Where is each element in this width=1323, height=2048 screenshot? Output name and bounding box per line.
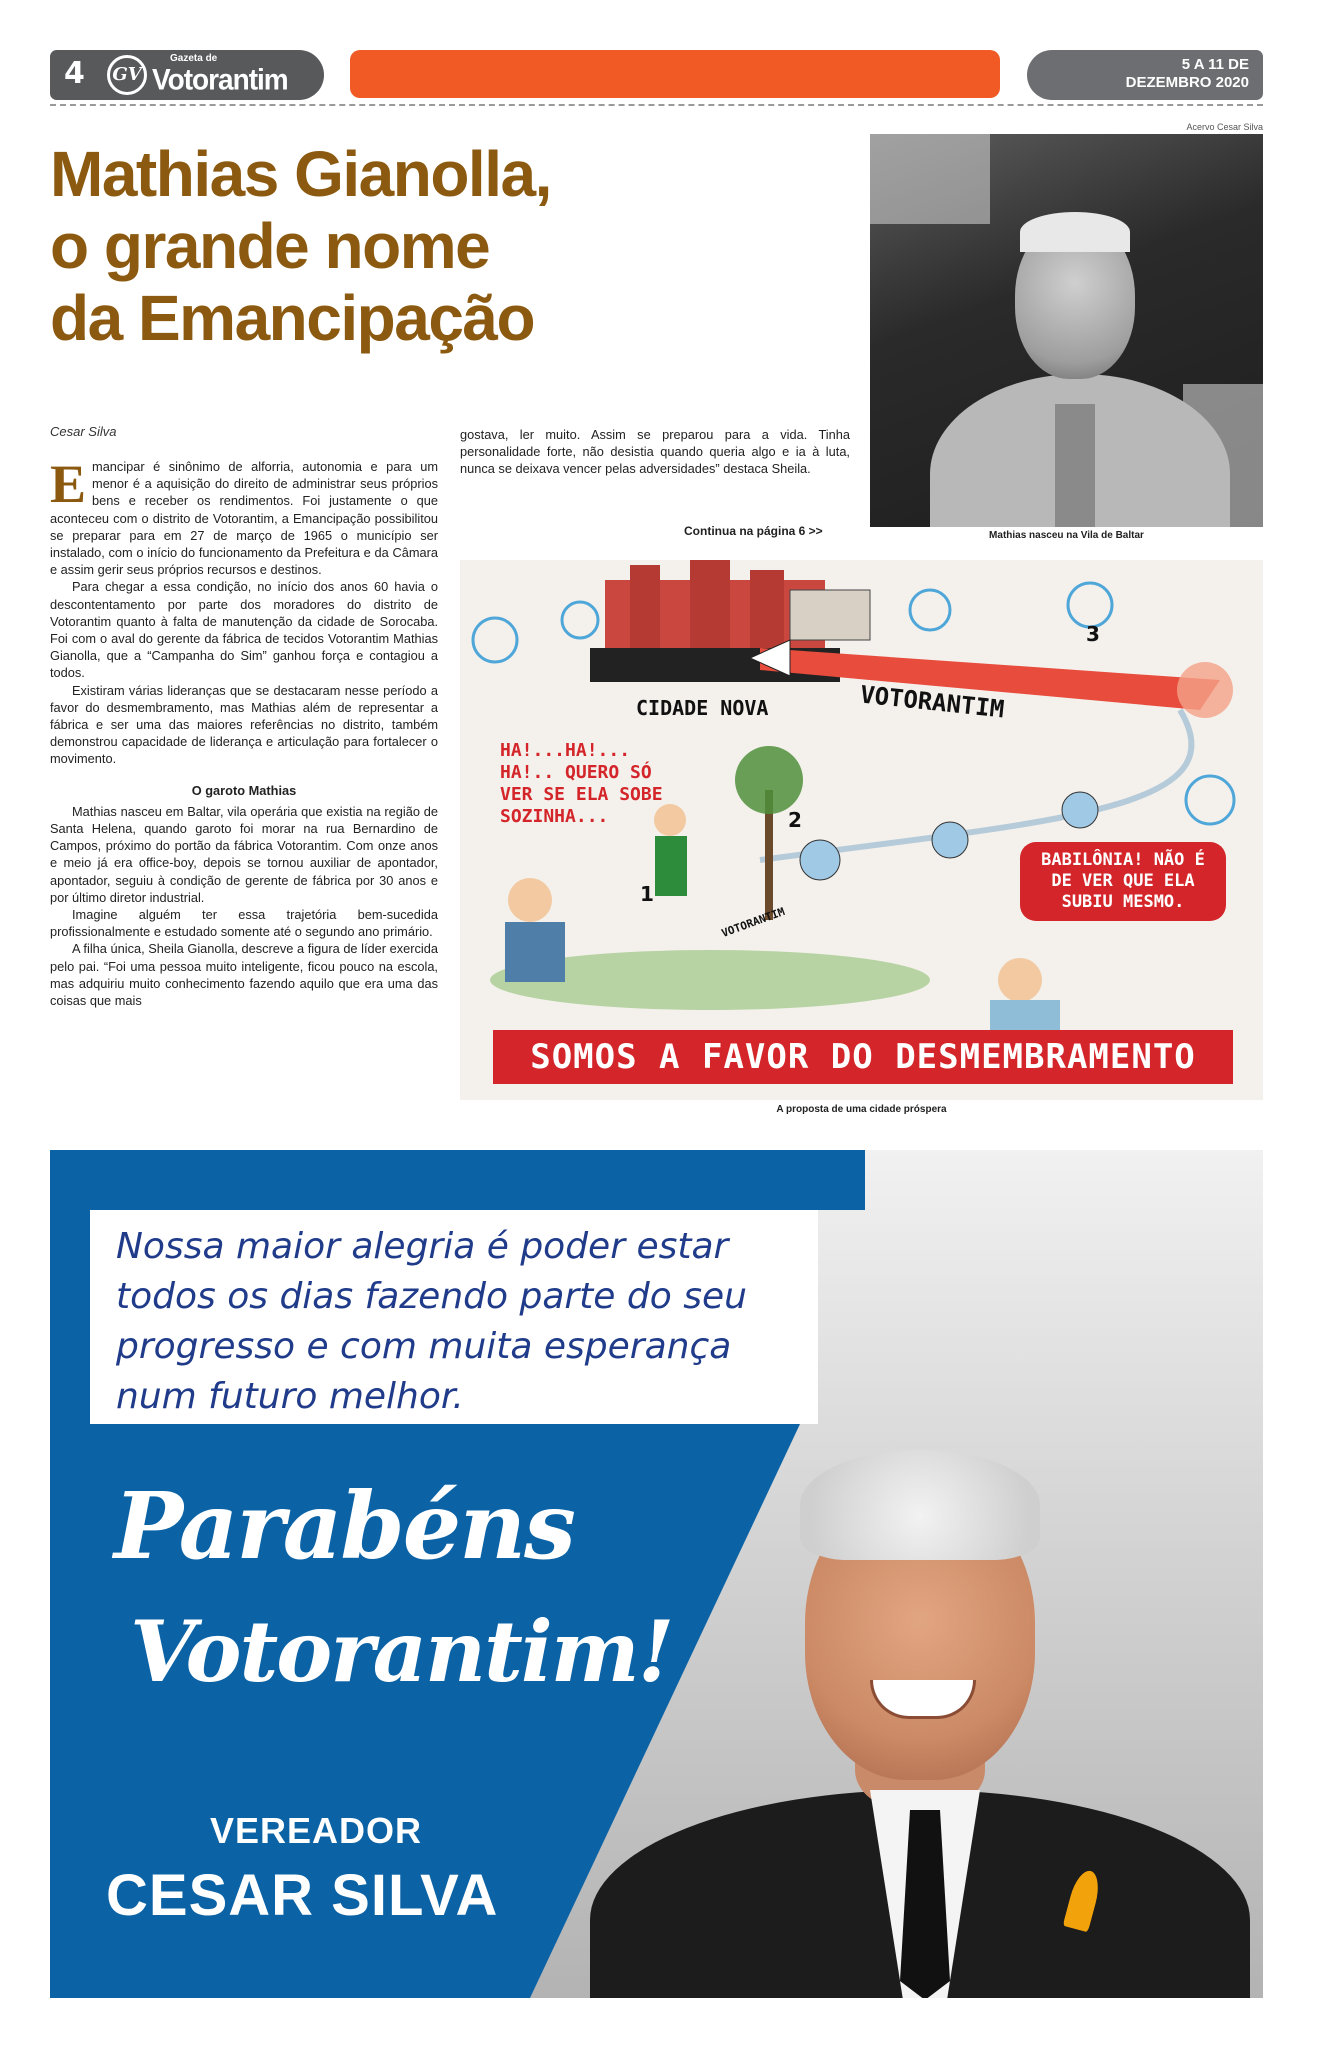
- article-headline: [50, 138, 690, 354]
- paragraph-5: Imagine alguém ter essa trajetória bem-sucedida profissionalmente e estudado somente até o segundo ano primário.: [50, 907, 438, 940]
- ad-quote-line4: num futuro melhor.: [116, 1376, 464, 1417]
- ad-votorantim: Votorantim!: [130, 1602, 673, 1701]
- date-tab: [1027, 50, 1263, 100]
- byline: Cesar Silva: [50, 424, 117, 439]
- photo-caption-2: A proposta de uma cidade próspera: [776, 1104, 947, 1115]
- ad-quote: [116, 1222, 806, 1422]
- poster-girl-dress: [655, 836, 687, 896]
- poster-tower-2: [690, 560, 730, 650]
- person-hair: [800, 1450, 1040, 1560]
- logo-small-text: Gazeta de: [170, 53, 218, 64]
- paragraph-2: Para chegar a essa condição, no início dos anos 60 havia o descontentamento por parte dos moradores do distrito de Votorantim quanto à falta de manutenção da cidade de Sorocaba. Foi com o aval do gerente da fábrica de tecidos Votorantim Mathias Gianolla, que a “Campanha do Sim” ganhou força e contagiou a todos.: [50, 579, 438, 681]
- poster-illustration: [460, 560, 1263, 1100]
- poster-camara-building: [790, 590, 870, 640]
- paragraph-7: gostava, ler muito. Assim se preparou para a vida. Tinha personalidade forte, não desistia quando queria algo e ia à luta, nunca se deixava vencer pelas adversidades” destaca Sheila.: [460, 427, 850, 477]
- poster-tower-1: [630, 565, 660, 650]
- paragraph-6: A filha única, Sheila Gianolla, descreve a figura de líder exercida pelo pai. “Foi uma pessoa muito inteligente, ficou pouco na escola, mas adquiriu muito conhecimento fazendo aquilo que era uma das coisas que mais: [50, 941, 438, 1009]
- logo-name: Votorantim: [152, 63, 288, 96]
- poster-speech-left: HA!...HA!... HA!.. QUERO SÓ VER SE ELA SOBE SOZINHA...: [500, 740, 663, 827]
- poster-arrow-label: VOTORANTIM: [858, 680, 1006, 724]
- photo-caption-1: Mathias nasceu na Vila de Baltar: [989, 530, 1144, 541]
- ad-quote-line1: Nossa maior alegria é poder estar: [116, 1226, 729, 1267]
- issue-date: [1059, 56, 1249, 92]
- poster-number-1: 1: [640, 882, 654, 906]
- ad-parabens: Parabéns: [114, 1472, 574, 1580]
- masthead-tab: [50, 50, 324, 100]
- poster-man-left-head: [508, 878, 552, 922]
- poster-bomb-1: [800, 840, 840, 880]
- poster-tree-crown: [735, 746, 803, 814]
- campaign-poster-image: [460, 560, 1263, 1100]
- poster-cloud-3: [910, 590, 950, 630]
- ad-candidate-name: CESAR SILVA: [106, 1863, 499, 1928]
- issue-date-line2: DEZEMBRO 2020: [1125, 74, 1249, 91]
- header-color-bar: [350, 50, 1000, 98]
- advertisement: [50, 1150, 1263, 1998]
- mathias-portrait-photo: [870, 134, 1263, 527]
- poster-tower-3: [750, 570, 784, 650]
- poster-man-left-body: [505, 922, 565, 982]
- section-subhead: O garoto Mathias: [191, 782, 297, 798]
- poster-speech-right: BABILÔNIA! NÃO É DE VER QUE ELA SUBIU MESMO.: [1020, 842, 1226, 921]
- headline-line1: Mathias Gianolla,: [50, 138, 551, 210]
- poster-number-3: 3: [1086, 622, 1100, 646]
- paragraph-4: Mathias nasceu em Baltar, vila operária que existia na região de Santa Helena, quando garoto foi morar na rua Bernardino de Campos, próximo do portão da fábrica Votorantim. Com onze anos e meio já era office-boy, depois se tornou auxiliar de apontador, apontador, seguiu à condição de gerente de fábrica por 30 anos e por último diretor industrial.: [50, 803, 438, 905]
- gazeta-logo-icon: GV: [107, 55, 147, 95]
- ad-blue-top-band: [50, 1150, 865, 1210]
- photo-credit: Acervo Cesar Silva: [1186, 122, 1263, 132]
- drop-cap: E: [50, 454, 87, 514]
- portrait-tie: [1055, 404, 1095, 527]
- poster-cloud-1: [473, 618, 517, 662]
- ad-vereador: VEREADOR: [210, 1810, 423, 1851]
- poster-slogan-band: SOMOS A FAVOR DO DESMEMBRAMENTO: [493, 1030, 1233, 1084]
- poster-man-right-head: [998, 958, 1042, 1002]
- headline-line2: o grande nome: [50, 210, 490, 282]
- poster-explosion: [1177, 662, 1233, 718]
- poster-bomb-2: [932, 822, 968, 858]
- poster-number-2: 2: [788, 808, 802, 832]
- page-number: 4: [64, 56, 85, 91]
- article-column-2: [460, 426, 850, 478]
- poster-cloud-4: [1068, 583, 1112, 627]
- ad-quote-line2: todos os dias fazendo parte do seu: [116, 1276, 747, 1317]
- paragraph-3: Existiram várias lideranças que se destacaram nesse período a favor do desmembramento, mas Mathias além de representar a fábrica e ser uma das maiores referências no distrito, também demonstrou capacidade de liderança e articulação para fortalecer o movimento.: [50, 682, 438, 767]
- issue-date-line1: 5 A 11 DE: [1181, 56, 1249, 73]
- portrait-hair: [1020, 212, 1130, 252]
- headline-line3: da Emancipação: [50, 282, 535, 354]
- poster-cloud-2: [562, 602, 598, 638]
- article-column-1: [50, 454, 438, 1009]
- header-divider: [50, 104, 1263, 106]
- poster-bomb-3: [1062, 792, 1098, 828]
- paragraph-1: [50, 454, 438, 578]
- photo-background-table: [870, 134, 990, 224]
- poster-trail: [760, 710, 1191, 860]
- paragraph-1-text: mancipar é sinônimo de alforria, autonomia e para um menor é a aquisição do direito de administrar seus próprios bens e receber os rendimentos. Foi justamente o que aconteceu com o distrito de Votorantim, a Emancipação possibilitou se preparar para em 27 de março de 1965 o município ser instalado, com o início do funcionamento da Prefeitura e da Câmara e assim gerir seus próprios recursos e destinos.: [50, 459, 438, 578]
- poster-cloud-5: [1186, 776, 1234, 824]
- continued-link[interactable]: Continua na página 6 >>: [684, 524, 823, 538]
- poster-road-sign: VOTORANTIM: [719, 905, 787, 940]
- poster-man-right-body: [990, 1000, 1060, 1030]
- poster-cidade-nova: CIDADE NOVA: [636, 696, 769, 720]
- ad-quote-line3: progresso e com muita esperança: [116, 1326, 732, 1367]
